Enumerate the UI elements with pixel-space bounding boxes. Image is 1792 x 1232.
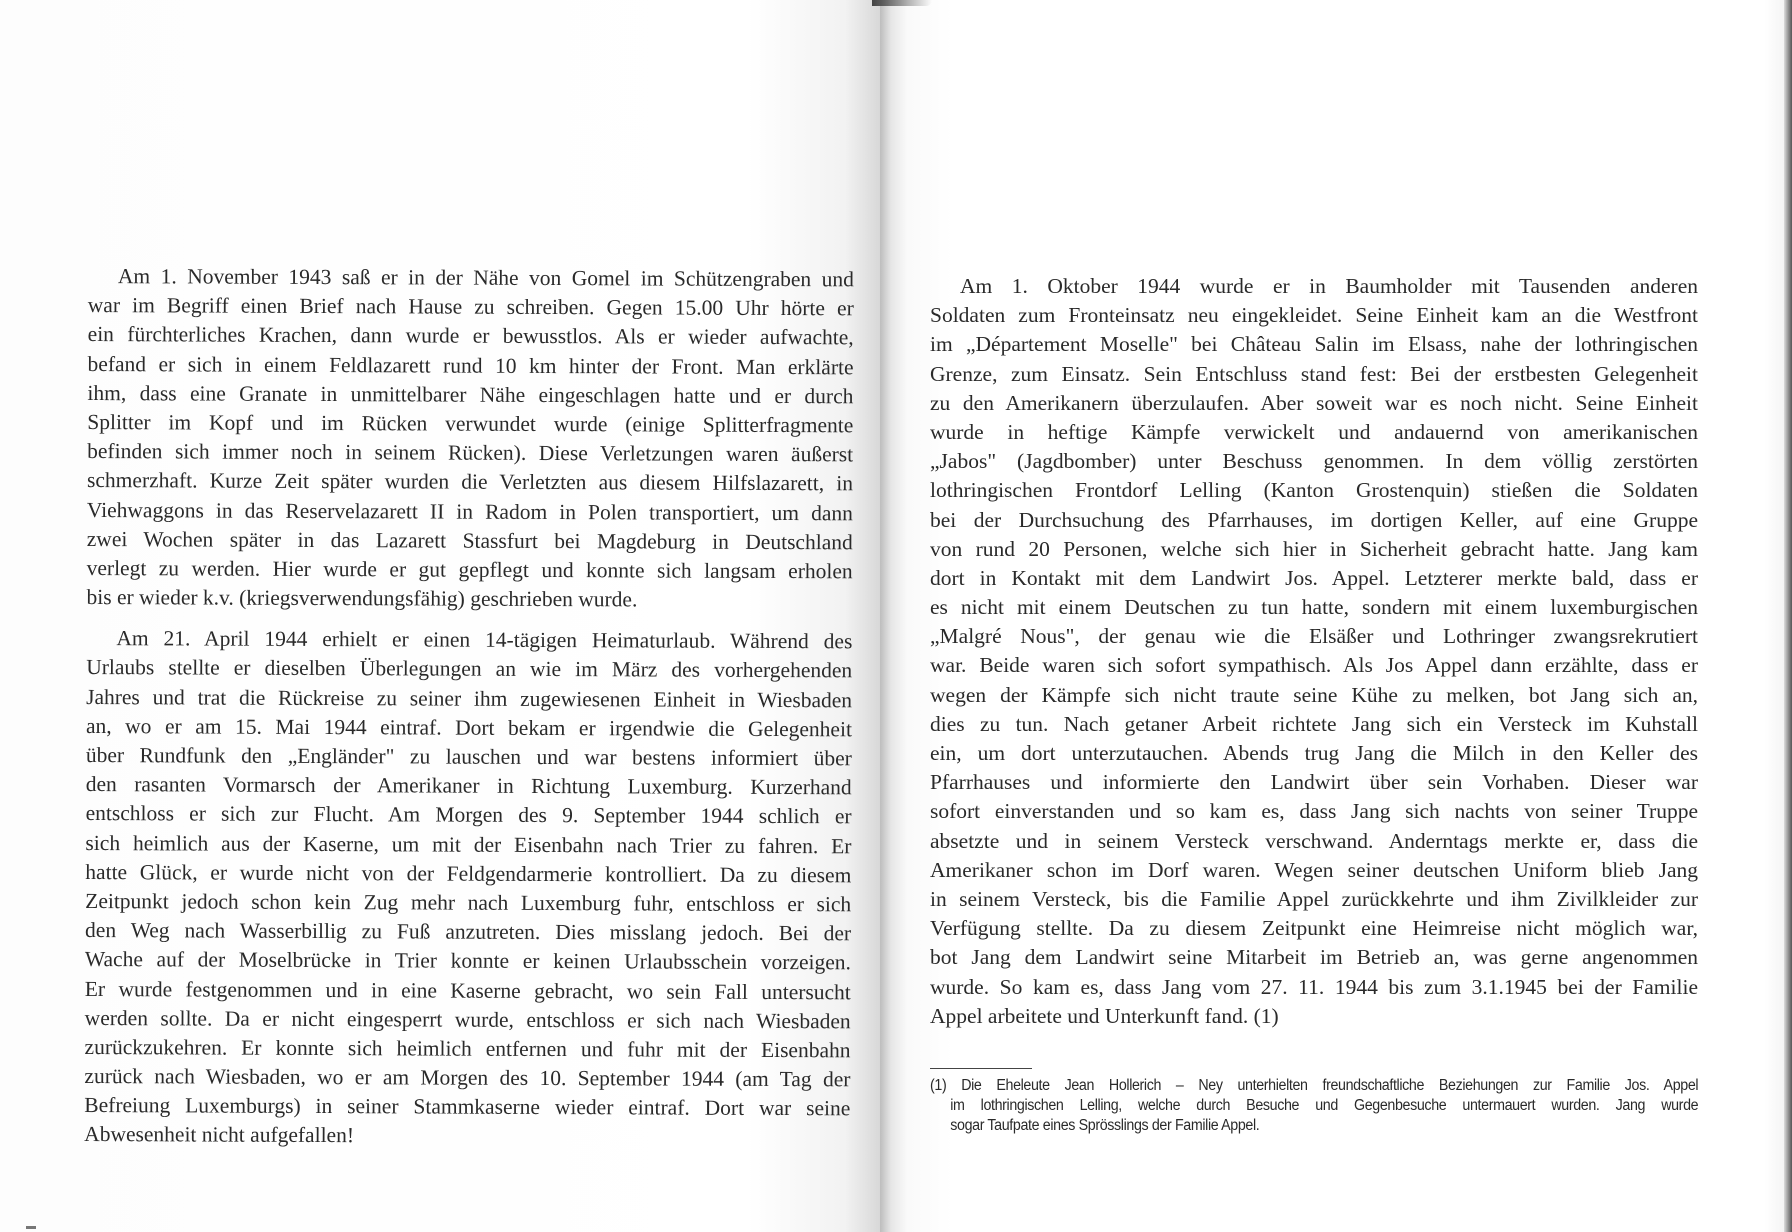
text-line: Appel arbeitete und Unterkunft fand. (1)	[930, 1003, 1279, 1028]
text-line: sofort einverstanden und so kam es, dass Jang sich nachts von seiner Truppe	[930, 799, 1698, 824]
footnote-line: im lothringischen Lelling, welche durch Besuche und Gegenbesuche untermauert wurden. Jang wurde	[950, 1097, 1699, 1114]
text-line: bot Jang dem Landwirt seine Mitarbeit im Betrieb an, was gerne angenommen	[930, 945, 1698, 970]
gutter-shadow	[872, 0, 932, 6]
text-line: verlegt zu werden. Hier wurde er gut gepflegt und konnte sich langsam erholen	[86, 555, 853, 584]
text-line: in seinem Versteck, bis die Familie Appel zurückkehrte und ihm Zivilkleider zur	[930, 886, 1698, 911]
text-line: war. Beide waren sich sofort sympathisch. Als Jos Appel dann erzählte, dass er	[930, 653, 1698, 678]
page-edge	[1784, 0, 1792, 1232]
text-line: Er wurde festgenommen und in eine Kaserne gebracht, wo sein Fall untersucht	[84, 976, 851, 1004]
text-line: schmerzhaft. Kurze Zeit später wurden die Verletzten aus diesem Hilfslazarett, in	[86, 468, 854, 496]
text-line: befinden sich immer noch in seinem Rücken). Diese Verletzungen waren äußerst	[87, 439, 854, 467]
text-line: war im Begriff einen Brief nach Hause zu schreiben. Gegen 15.00 Uhr hörte er	[87, 293, 854, 321]
text-line: über Rundfunk den „Engländer" zu lauschen und war bestens informiert über	[85, 742, 852, 771]
text-line: zurück nach Wiesbaden, wo er am Morgen des 10. September 1944 (am Tag der	[84, 1064, 851, 1092]
text-line: Abwesenheit nicht aufgefallen!	[84, 1122, 355, 1148]
text-line: Verfügung stellte. Da zu diesem Zeitpunkt eine Heimreise nicht möglich war,	[930, 916, 1698, 941]
footnote-rule	[930, 1068, 1032, 1069]
footnote-line: (1) Die Eheleute Jean Hollerich – Ney unterhielten freundschaftliche Beziehungen zur Familie Jos. Appel	[930, 1077, 1699, 1094]
text-line: lothringischen Frontdorf Lelling (Kanton Grostenquin) stießen die Soldaten	[930, 478, 1698, 503]
footnote-line: sogar Taufpate eines Sprösslings der Familie Appel.	[950, 1117, 1260, 1134]
text-line: den rasanten Vormarsch der Amerikaner in Richtung Luxemburg. Kurzerhand	[85, 772, 852, 800]
text-line: zurückzukehren. Er konnte sich heimlich entfernen und fuhr mit der Eisenbahn	[84, 1034, 851, 1063]
text-line: an, wo er am 15. Mai 1944 eintraf. Dort bekam er irgendwie die Gelegenheit	[85, 713, 853, 742]
text-line: im „Département Moselle" bei Château Salin im Elsass, nahe der lothringischen	[930, 332, 1698, 357]
paragraph	[930, 272, 1698, 1031]
left-page-text	[84, 262, 854, 1165]
text-line: wurde. So kam es, dass Jang vom 27. 11. 1944 bis zum 3.1.1945 bei der Familie	[930, 974, 1698, 999]
text-line: ein, um dort unterzutauchen. Abends trug Jang die Milch in den Keller des	[930, 741, 1698, 765]
text-line: entschloss er sich zur Flucht. Am Morgen des 9. September 1944 schlich er	[85, 801, 852, 829]
text-line: wegen der Kämpfe sich nicht traute seine Kühe zu melken, bot Jang sich an,	[930, 682, 1698, 707]
text-line: von rund 20 Personen, welche sich hier in Sicherheit gebracht hatte. Jang kam	[930, 536, 1698, 561]
text-line: befand er sich in einem Feldlazarett rund 10 km hinter der Front. Man erklärte	[87, 351, 854, 379]
text-line: Wache auf der Moselbrücke in Trier konnte er keinen Urlaubsschein vorzeigen.	[84, 947, 852, 975]
text-line: Splitter im Kopf und im Rücken verwundet wurde (einige Splitterfragmente	[87, 409, 854, 438]
left-page	[0, 0, 880, 1232]
text-line: zwei Wochen später in das Lazarett Stassfurt bei Magdeburg in Deutschland	[86, 526, 853, 555]
text-line: hatte Glück, er wurde nicht von der Feldgendarmerie kontrolliert. Da zu diesem	[85, 859, 852, 888]
text-line: ihm, dass eine Granate in unmittelbarer Nähe eingeschlagen hatte und er durch	[87, 380, 854, 409]
paragraph	[86, 262, 854, 616]
text-line: sich heimlich aus der Kaserne, um mit der Eisenbahn nach Trier zu fahren. Er	[85, 830, 852, 858]
page-number-mark	[26, 1226, 36, 1229]
text-line: bis er wieder k.v. (kriegsverwendungsfähig) geschrieben wurde.	[86, 585, 638, 612]
text-line: werden sollte. Da er nicht eingesperrt wurde, entschloss er sich nach Wiesbaden	[84, 1005, 851, 1034]
text-line: „Jabos" (Jagdbomber) unter Beschuss genommen. In dem völlig zerstörten	[930, 449, 1698, 474]
text-line: Pfarrhauses und informierte den Landwirt über sein Vorhaben. Dieser war	[930, 770, 1698, 795]
text-line: es nicht mit einem Deutschen zu tun hatte, sondern mit einem luxemburgischen	[930, 595, 1698, 620]
text-line: Jahres und trat die Rückreise zu seiner ihm zugewiesenen Einheit in Wiesbaden	[86, 684, 853, 712]
text-line: den Weg nach Wasserbillig zu Fuß anzutreten. Dies misslang jedoch. Bei der	[85, 918, 852, 946]
text-line: bei der Durchsuchung des Pfarrhauses, im dortigen Keller, auf eine Gruppe	[930, 507, 1698, 532]
text-line: Am 1. Oktober 1944 wurde er in Baumholder mit Tausenden anderen	[960, 274, 1698, 298]
text-line: „Malgré Nous", der genau wie die Elsäßer und Lothringer zwangsrekrutiert	[930, 624, 1698, 649]
text-line: Urlaubs stellte er dieselben Überlegungen an wie im März des vorhergehenden	[86, 655, 853, 683]
text-line: absetzte und in seinem Versteck verschwand. Anderntags merkte er, dass die	[930, 828, 1698, 853]
text-line: zu den Amerikanern überzulaufen. Aber soweit war es noch nicht. Seine Einheit	[930, 390, 1698, 415]
right-page-text	[930, 272, 1698, 1043]
text-line: wurde in heftige Kämpfe verwickelt und andauernd von amerikanischen	[930, 419, 1698, 444]
paragraph	[84, 624, 852, 1153]
text-line: Amerikaner schon im Dorf waren. Wegen seiner deutschen Uniform blieb Jang	[930, 857, 1698, 882]
text-line: Viehwaggons in das Reservelazarett II in Radom in Polen transportiert, um dann	[86, 497, 853, 525]
text-line: dies zu tun. Nach getaner Arbeit richtete Jang sich ein Versteck im Kuhstall	[930, 711, 1698, 736]
text-line: ein fürchterliches Krachen, dann wurde er bewusstlos. Als er wieder aufwachte,	[87, 322, 854, 350]
text-line: Am 21. April 1944 erhielt er einen 14-tägigen Heimaturlaub. Während des	[116, 626, 853, 654]
text-line: Befreiung Luxemburgs) in seiner Stammkaserne wieder eintraf. Dort war seine	[84, 1093, 851, 1121]
text-line: Grenze, zum Einsatz. Sein Entschluss stand fest: Bei der erstbesten Gelegenheit	[930, 361, 1698, 386]
text-line: dort in Kontakt mit dem Landwirt Jos. Appel. Letzterer merkte bald, dass er	[930, 565, 1698, 590]
text-line: Zeitpunkt jedoch schon kein Zug mehr nach Luxemburg fuhr, entschloss er sich	[85, 888, 852, 917]
text-line: Am 1. November 1943 saß er in der Nähe von Gomel im Schützengraben und	[117, 264, 854, 292]
text-line: Soldaten zum Fronteinsatz neu eingekleidet. Seine Einheit kam an die Westfront	[930, 303, 1698, 328]
footnote	[930, 1076, 1698, 1136]
